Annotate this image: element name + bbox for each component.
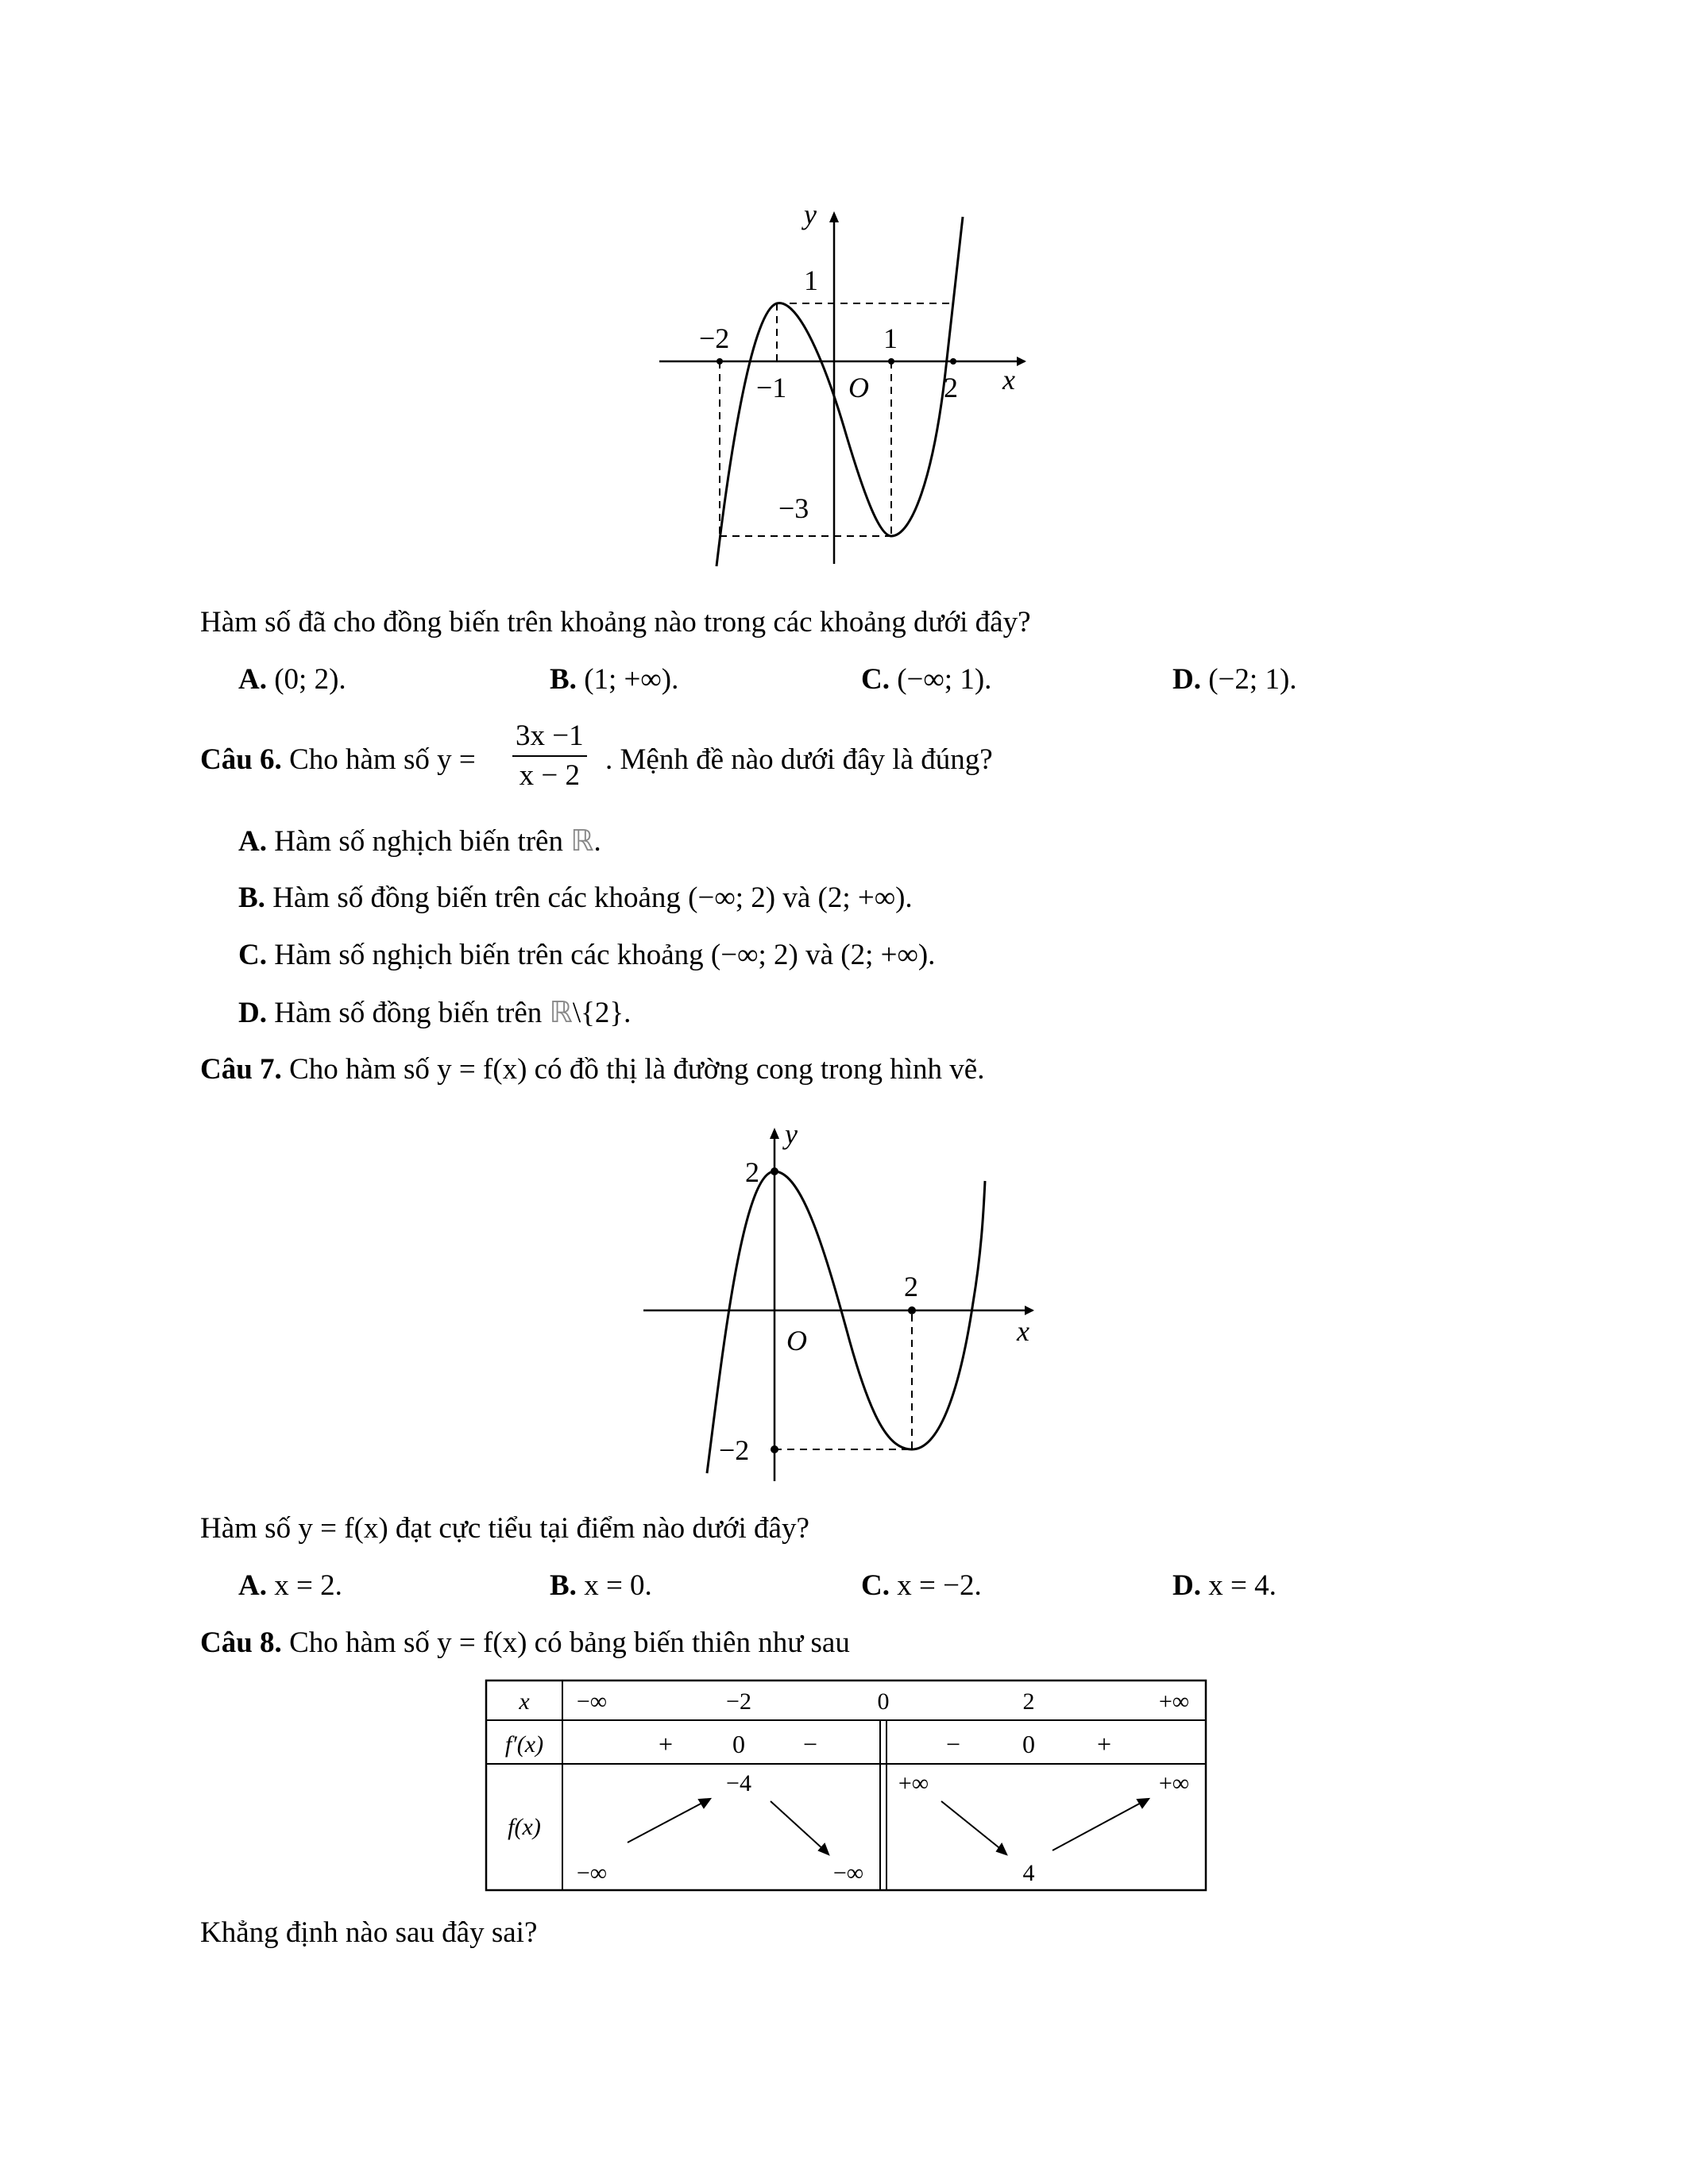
- variation-arrows: [628, 1799, 1149, 1854]
- label-x-1: 1: [883, 322, 898, 354]
- q7-option-a: A. x = 2.: [238, 1569, 342, 1602]
- tick-dot: [888, 358, 894, 365]
- y-axis-label: y: [804, 199, 817, 230]
- q5-option-c: C. (−∞; 1).: [861, 663, 992, 696]
- fprime-sign: 0: [732, 1730, 745, 1758]
- f-value: +∞: [1158, 1770, 1190, 1796]
- x-value: +∞: [1158, 1688, 1190, 1715]
- q6-numerator: 3x −1: [512, 719, 587, 757]
- y-axis-arrow: [770, 1128, 779, 1139]
- q6-option-b: B. Hàm số đồng biến trên các khoảng (−∞; 2) và (2; +∞).: [238, 882, 913, 914]
- row-label-f: f(x): [508, 1814, 541, 1840]
- f-value: −∞: [576, 1860, 608, 1886]
- q6-option-c: C. Hàm số nghịch biến trên các khoảng (−∞; 2) và (2; +∞).: [238, 939, 936, 971]
- q6-option-d: D. Hàm số đồng biến trên ℝ\{2}.: [238, 995, 632, 1029]
- row-label-x: x: [519, 1688, 530, 1715]
- row-label-fprime: f′(x): [504, 1731, 544, 1758]
- tick-dot: [908, 1306, 916, 1314]
- tick-dot: [950, 358, 956, 365]
- graph-2: [635, 1112, 1049, 1485]
- q8-question: Khẳng định nào sau đây sai?: [200, 1916, 538, 1949]
- f-value: 4: [1022, 1860, 1035, 1886]
- tick-dot: [771, 1167, 778, 1175]
- graph-1: [651, 199, 1049, 572]
- x-axis-arrow: [1017, 357, 1026, 366]
- tick-dot: [771, 1445, 778, 1453]
- x-axis-arrow: [1025, 1306, 1034, 1315]
- cubic-curve: [707, 1171, 985, 1473]
- q5-option-a: A. (0; 2).: [238, 663, 346, 696]
- x-axis-label: x: [1017, 1315, 1029, 1347]
- f-value: −4: [726, 1770, 751, 1796]
- label-y-1: 1: [804, 264, 818, 296]
- y-axis-arrow: [829, 211, 839, 222]
- label-x-2: 2: [944, 372, 958, 403]
- q5-question: Hàm số đã cho đồng biến trên khoảng nào trong các khoảng dưới đây?: [200, 606, 1031, 639]
- y-axis-label: y: [785, 1118, 798, 1150]
- label-x-neg2: −2: [699, 322, 730, 354]
- q8-intro: Câu 8. Cho hàm số y = f(x) có bảng biến thiên như sau: [200, 1626, 850, 1659]
- q5-option-b: B. (1; +∞).: [550, 663, 679, 696]
- q6-after: . Mệnh đề nào dưới đây là đúng?: [605, 743, 993, 776]
- label-x-2: 2: [904, 1271, 918, 1302]
- q7-option-b: B. x = 0.: [550, 1569, 652, 1602]
- x-value: 2: [1022, 1688, 1035, 1715]
- x-value: 0: [877, 1688, 890, 1715]
- label-y-neg2: −2: [719, 1434, 750, 1466]
- fprime-sign: 0: [1022, 1730, 1035, 1758]
- x-value: −∞: [576, 1688, 608, 1715]
- q5-option-d: D. (−2; 1).: [1172, 663, 1297, 696]
- origin-label: O: [786, 1325, 807, 1356]
- f-value: −∞: [832, 1860, 864, 1886]
- fprime-sign: −: [802, 1730, 818, 1758]
- tick-dot: [717, 358, 723, 365]
- cubic-curve: [717, 217, 963, 566]
- label-y-2: 2: [745, 1156, 759, 1188]
- x-axis-label: x: [1002, 364, 1015, 396]
- variation-table: [483, 1677, 1214, 1900]
- fprime-sign: −: [945, 1730, 961, 1758]
- q6-option-a: A. Hàm số nghịch biến trên ℝ.: [238, 824, 601, 858]
- x-value: −2: [726, 1688, 751, 1715]
- q6-denominator: x − 2: [519, 759, 580, 792]
- q7-option-c: C. x = −2.: [861, 1569, 982, 1602]
- q6-fraction: [512, 719, 587, 793]
- q7-option-d: D. x = 4.: [1172, 1569, 1277, 1602]
- label-x-neg1: −1: [756, 372, 787, 403]
- label-y-neg3: −3: [778, 492, 809, 524]
- fprime-sign: +: [1096, 1730, 1112, 1758]
- q7-intro: Câu 7. Cho hàm số y = f(x) có đồ thị là đường cong trong hình vẽ.: [200, 1053, 985, 1086]
- q6-intro: Câu 6. Cho hàm số y =: [200, 743, 476, 776]
- f-value: +∞: [898, 1770, 929, 1796]
- origin-label: O: [848, 372, 869, 403]
- q7-question: Hàm số y = f(x) đạt cực tiểu tại điểm nào dưới đây?: [200, 1512, 809, 1545]
- fprime-sign: +: [658, 1730, 674, 1758]
